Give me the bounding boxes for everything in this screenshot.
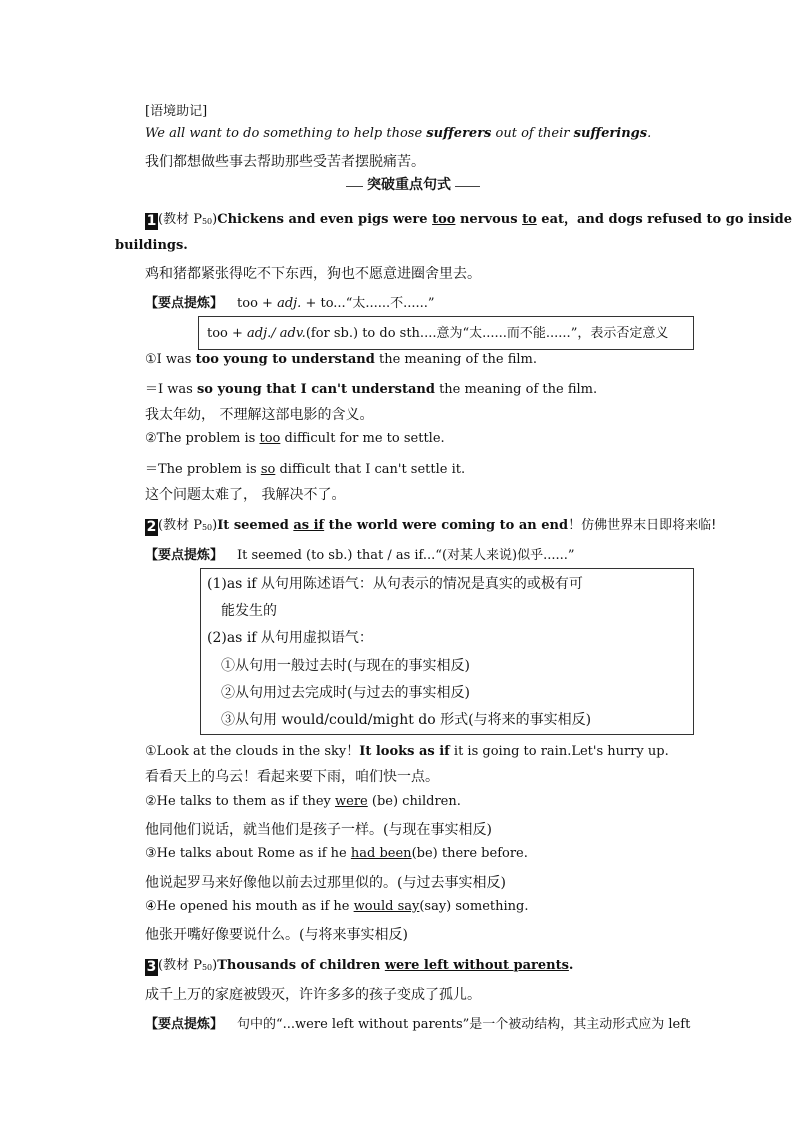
item2-example-4: ④He opened his mouth as if he would say(say) something. xyxy=(145,899,529,914)
context-chinese-translation: 我们都想做些事去帮助那些受苦者摆脱痛苦。 xyxy=(145,154,425,170)
item1-number-badge: 1 xyxy=(146,213,157,229)
item2-note-line-4: ①从句用一般过去时(与现在的事实相反) xyxy=(221,658,470,674)
item2-example-3-translation: 他说起罗马来好像他以前去过那里似的。(与过去事实相反) xyxy=(145,875,506,891)
item1-note-text: too + adj./ adv.(for sb.) to do sth....意为“太......而不能......”，表示否定意义 xyxy=(207,326,669,341)
item1-english-sentence: 1 (教材 P50)Chickens and even pigs were too nervous to eat，and dogs refused to go inside xyxy=(146,212,793,229)
item2-example-2: ②He talks to them as if they were (be) children. xyxy=(145,794,461,809)
item1-key-point: 【要点提炼】 too + adj. + to...“太......不......” xyxy=(145,296,435,311)
item2-note-line-1: (1)as if 从句用陈述语气：从句表示的情况是真实的或极有可 xyxy=(207,576,583,592)
item1-example-1-translation: 我太年幼， 不理解这部电影的含义。 xyxy=(145,407,374,423)
item2-note-line-5: ②从句用过去完成时(与过去的事实相反) xyxy=(221,685,470,701)
item2-note-line-2: 能发生的 xyxy=(221,603,277,619)
item1-example-2-rewrite: ＝The problem is so difficult that I can't settle it. xyxy=(145,462,466,477)
item2-english-sentence: 2 (教材 P50)It seemed as if the world were coming to an end！仿佛世界末日即将来临! xyxy=(146,518,717,535)
item2-example-1-translation: 看看天上的乌云！看起来要下雨，咱们快一点。 xyxy=(145,769,439,785)
item2-example-1: ①Look at the clouds in the sky！It looks as if it is going to rain.Let's hurry up. xyxy=(145,744,669,759)
section-heading-label: 突破重点句式 xyxy=(363,177,455,193)
item2-example-3: ③He talks about Rome as if he had been(be) there before. xyxy=(145,846,528,861)
item1-english-sentence-cont: buildings. xyxy=(115,238,188,253)
item2-example-2-translation: 他同他们说话，就当他们是孩子一样。(与现在事实相反) xyxy=(145,822,492,838)
item1-example-1-rewrite: ＝I was so young that I can't understand the meaning of the film. xyxy=(145,382,598,397)
item2-key-point: 【要点提炼】 It seemed (to sb.) that / as if...“(对某人来说)似乎......” xyxy=(145,548,575,563)
item1-example-2: ②The problem is too difficult for me to settle. xyxy=(145,431,445,446)
item1-note-box xyxy=(198,316,694,350)
item2-note-line-3: (2)as if 从句用虚拟语气： xyxy=(207,630,373,646)
section-heading xyxy=(346,177,480,193)
item3-english-sentence: 3 (教材 P50)Thousands of children were left without parents. xyxy=(146,958,574,975)
item2-note-box xyxy=(200,568,694,735)
item2-example-4-translation: 他张开嘴好像要说什么。(与将来事实相反) xyxy=(145,927,408,943)
item3-key-point: 【要点提炼】 句中的“...were left without parents”是一个被动结构，其主动形式应为 left xyxy=(145,1017,691,1032)
item2-number-badge: 2 xyxy=(146,519,157,535)
item1-example-1: ①I was too young to understand the meaning of the film. xyxy=(145,352,538,367)
item2-note-line-6: ③从句用 would/could/might do 形式(与将来的事实相反) xyxy=(221,712,592,728)
context-english-sentence: We all want to do something to help those sufferers out of their sufferings. xyxy=(145,126,652,141)
item1-example-2-translation: 这个问题太难了， 我解决不了。 xyxy=(145,487,346,503)
item1-chinese-translation: 鸡和猪都紧张得吃不下东西，狗也不愿意进圈舍里去。 xyxy=(145,266,481,282)
item3-chinese-translation: 成千上万的家庭被毁灭，许许多多的孩子变成了孤儿。 xyxy=(145,987,481,1003)
item3-number-badge: 3 xyxy=(146,959,157,975)
context-label: [语境助记] xyxy=(145,104,208,119)
